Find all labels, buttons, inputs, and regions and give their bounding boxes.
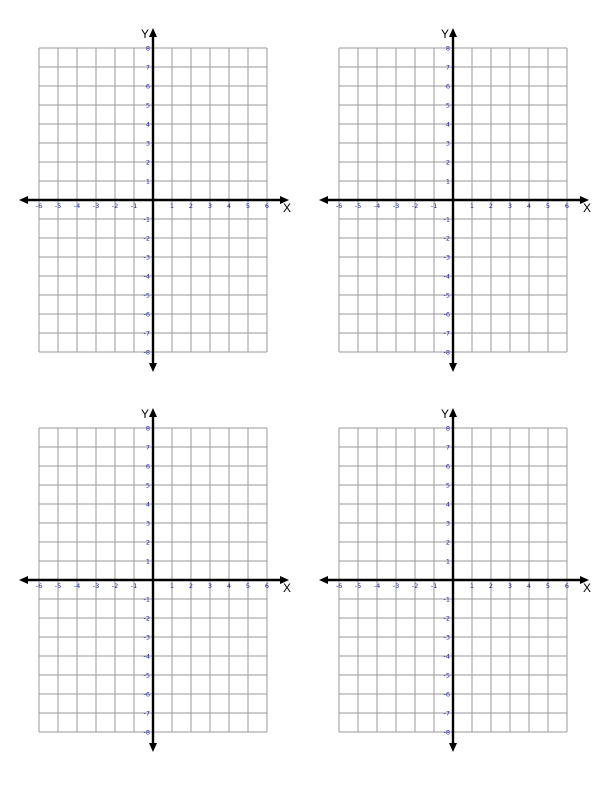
coordinate-plane-bottom-right xyxy=(319,407,591,752)
x-tick-label: 4 xyxy=(226,202,232,210)
y-tick-label: -2 xyxy=(443,614,450,623)
x-tick-label: -3 xyxy=(392,202,400,210)
y-tick-label: -6 xyxy=(443,690,450,699)
x-tick-label: -2 xyxy=(411,202,419,210)
y-tick-label: -3 xyxy=(143,253,150,262)
y-tick-label: 7 xyxy=(145,63,150,72)
x-tick-label: -4 xyxy=(373,202,381,210)
y-tick-label: 1 xyxy=(445,557,450,566)
y-tick-label: 4 xyxy=(145,120,150,129)
y-tick-label: 1 xyxy=(445,177,450,186)
y-tick-label: 5 xyxy=(445,101,450,110)
x-tick-label: 1 xyxy=(169,202,175,210)
x-tick-label: 5 xyxy=(245,202,251,210)
y-tick-label: 6 xyxy=(145,462,150,471)
x-axis-label: X xyxy=(583,201,592,215)
y-tick-label: -2 xyxy=(143,614,150,623)
y-tick-label: 7 xyxy=(445,443,450,452)
y-tick-label: -4 xyxy=(443,652,450,661)
x-tick-label: -6 xyxy=(335,582,343,590)
y-axis-down-arrow-icon xyxy=(449,363,457,372)
y-axis-label: Y xyxy=(441,407,450,421)
x-axis-label: X xyxy=(283,581,292,595)
x-tick-label: 3 xyxy=(207,582,213,590)
y-tick-label: -5 xyxy=(143,291,150,300)
x-tick-label: 1 xyxy=(469,202,475,210)
y-axis-down-arrow-icon xyxy=(149,743,157,752)
x-axis-left-arrow-icon xyxy=(319,576,328,584)
x-tick-label: 1 xyxy=(169,582,175,590)
y-tick-label: 4 xyxy=(145,500,150,509)
x-tick-label: -5 xyxy=(54,202,62,210)
y-tick-label: -4 xyxy=(443,272,450,281)
y-tick-label: -3 xyxy=(143,633,150,642)
x-axis-label: X xyxy=(283,201,292,215)
x-axis-left-arrow-icon xyxy=(19,576,28,584)
y-tick-label: 8 xyxy=(445,424,450,433)
coordinate-plane-top-right xyxy=(319,27,591,372)
y-tick-label: -1 xyxy=(443,595,450,604)
x-tick-label: -2 xyxy=(411,582,419,590)
y-tick-label: -8 xyxy=(443,728,450,737)
y-tick-label: -6 xyxy=(143,690,150,699)
y-axis-label: Y xyxy=(441,27,450,41)
y-tick-label: 6 xyxy=(145,82,150,91)
y-tick-label: 3 xyxy=(445,139,450,148)
y-axis-up-arrow-icon xyxy=(449,408,457,417)
x-tick-label: -1 xyxy=(430,202,438,210)
y-tick-label: -1 xyxy=(143,215,150,224)
y-tick-label: -6 xyxy=(143,310,150,319)
x-tick-label: -4 xyxy=(73,202,81,210)
y-axis-down-arrow-icon xyxy=(449,743,457,752)
x-tick-label: -4 xyxy=(73,582,81,590)
y-tick-label: 1 xyxy=(145,557,150,566)
x-tick-label: -5 xyxy=(54,582,62,590)
x-tick-label: 4 xyxy=(226,582,232,590)
y-tick-label: 5 xyxy=(145,101,150,110)
y-tick-label: -7 xyxy=(143,329,150,338)
x-tick-label: 5 xyxy=(245,582,251,590)
x-tick-label: 3 xyxy=(207,202,213,210)
coordinate-plane-top-left xyxy=(19,27,291,372)
x-axis-left-arrow-icon xyxy=(319,196,328,204)
y-tick-label: 3 xyxy=(445,519,450,528)
y-tick-label: 2 xyxy=(445,158,450,167)
y-axis-label: Y xyxy=(141,27,150,41)
y-tick-label: -3 xyxy=(443,253,450,262)
x-tick-label: 2 xyxy=(488,582,494,590)
y-tick-label: 1 xyxy=(145,177,150,186)
y-tick-label: 3 xyxy=(145,139,150,148)
x-tick-label: -1 xyxy=(430,582,438,590)
y-axis-up-arrow-icon xyxy=(149,408,157,417)
y-tick-label: 6 xyxy=(445,82,450,91)
x-tick-label: -5 xyxy=(354,582,362,590)
y-tick-label: 8 xyxy=(445,44,450,53)
y-tick-label: -8 xyxy=(143,728,150,737)
y-tick-label: 7 xyxy=(445,63,450,72)
y-tick-label: 8 xyxy=(145,44,150,53)
y-tick-label: -1 xyxy=(143,595,150,604)
x-tick-label: -6 xyxy=(35,202,43,210)
x-tick-label: 2 xyxy=(488,202,494,210)
y-tick-label: 2 xyxy=(145,158,150,167)
x-tick-label: -3 xyxy=(92,582,100,590)
x-tick-label: -2 xyxy=(111,202,119,210)
y-tick-label: -5 xyxy=(143,671,150,680)
x-tick-label: 6 xyxy=(564,582,570,590)
y-tick-label: 5 xyxy=(145,481,150,490)
x-tick-label: -6 xyxy=(35,582,43,590)
x-tick-label: 4 xyxy=(526,582,532,590)
x-tick-label: -6 xyxy=(335,202,343,210)
x-tick-label: -5 xyxy=(354,202,362,210)
y-tick-label: -7 xyxy=(443,709,450,718)
x-tick-label: 6 xyxy=(564,202,570,210)
x-tick-label: -1 xyxy=(130,582,138,590)
y-tick-label: 4 xyxy=(445,120,450,129)
x-tick-label: 4 xyxy=(526,202,532,210)
x-tick-label: -4 xyxy=(373,582,381,590)
x-tick-label: 6 xyxy=(264,582,270,590)
x-axis-left-arrow-icon xyxy=(19,196,28,204)
x-tick-label: 2 xyxy=(188,202,194,210)
x-tick-label: -2 xyxy=(111,582,119,590)
y-tick-label: 4 xyxy=(445,500,450,509)
y-tick-label: 3 xyxy=(145,519,150,528)
y-axis-down-arrow-icon xyxy=(149,363,157,372)
y-tick-label: -5 xyxy=(443,671,450,680)
x-tick-label: 3 xyxy=(507,582,513,590)
y-tick-label: -6 xyxy=(443,310,450,319)
x-tick-label: -3 xyxy=(92,202,100,210)
x-tick-label: -1 xyxy=(130,202,138,210)
y-tick-label: -1 xyxy=(443,215,450,224)
y-tick-label: -8 xyxy=(143,348,150,357)
y-tick-label: 7 xyxy=(145,443,150,452)
y-tick-label: -3 xyxy=(443,633,450,642)
y-tick-label: -8 xyxy=(443,348,450,357)
y-tick-label: -2 xyxy=(443,234,450,243)
x-axis-label: X xyxy=(583,581,592,595)
y-tick-label: -4 xyxy=(143,652,150,661)
y-tick-label: -4 xyxy=(143,272,150,281)
x-tick-label: -3 xyxy=(392,582,400,590)
y-axis-up-arrow-icon xyxy=(149,28,157,37)
y-tick-label: 2 xyxy=(445,538,450,547)
x-tick-label: 5 xyxy=(545,202,551,210)
y-tick-label: 5 xyxy=(445,481,450,490)
x-tick-label: 1 xyxy=(469,582,475,590)
y-tick-label: 2 xyxy=(145,538,150,547)
y-tick-label: -2 xyxy=(143,234,150,243)
y-tick-label: -5 xyxy=(443,291,450,300)
coordinate-plane-bottom-left xyxy=(19,407,291,752)
x-tick-label: 3 xyxy=(507,202,513,210)
y-tick-label: -7 xyxy=(143,709,150,718)
y-tick-label: 8 xyxy=(145,424,150,433)
x-tick-label: 5 xyxy=(545,582,551,590)
y-tick-label: -7 xyxy=(443,329,450,338)
y-tick-label: 6 xyxy=(445,462,450,471)
x-tick-label: 2 xyxy=(188,582,194,590)
y-axis-up-arrow-icon xyxy=(449,28,457,37)
x-tick-label: 6 xyxy=(264,202,270,210)
y-axis-label: Y xyxy=(141,407,150,421)
